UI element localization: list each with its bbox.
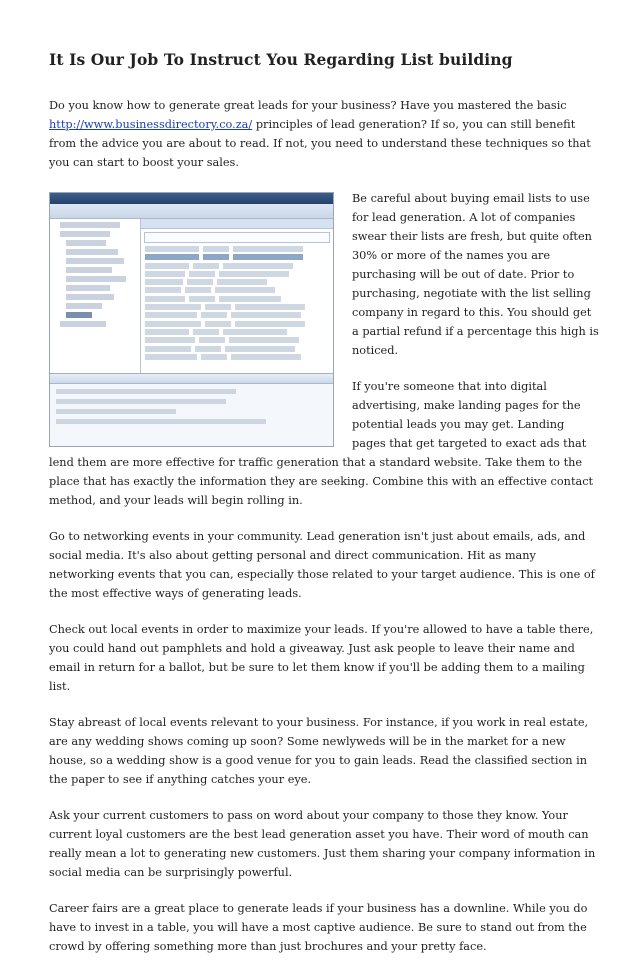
business-directory-link[interactable]: http://www.businessdirectory.co.za/	[49, 118, 253, 131]
image-detail-pane	[50, 373, 333, 446]
screenshot-image	[49, 192, 334, 447]
paragraph-stay-abreast: Stay abreast of local events relevant to your business. For instance, if you work in real estate, are any wedding shows coming up soon? Some newlyweds will be in the market for a new house, so a wedding show is a good venue for you to gain leads. Read the classified section in the paper to see if anything catches your eye.	[49, 716, 589, 786]
paragraph-career-fairs: Career fairs are a great place to generate leads if your business has a downline. While you do have to invest in a table, you will have a most captive audience. Be sure to stand out from the crowd by offering something more than just brochures and your pretty face.	[49, 902, 588, 953]
image-titlebar	[50, 193, 333, 204]
paragraph-email-lists: Be careful about buying email lists to use for lead generation. A lot of companies swear their lists are fresh, but quite often 30% or more of the names you are purchasing will be out of date. Prior to purchasing, negotiate with the list selling company in regard to this. You should get a partial refund if a percentage this high is noticed.	[352, 192, 599, 357]
paragraph-landing-pages: If you're someone that into digital advertising, make landing pages for the potential leads you may get. Landing pages that get targeted to exact ads that lend them are more effective for traffic generation that a standard website. Take them to the place that has exactly the information they are seeking. Combine this with an effective contact method, and your leads will begin rolling in.	[49, 380, 594, 507]
intro-text-before: Do you know how to generate great leads for your business? Have you mastered the basic	[49, 99, 567, 112]
paragraph-networking-events: Go to networking events in your community. Lead generation isn't just about emails, ads, and social media. It's also about getting personal and direct communication. Hit as many networking events that you can, especially those related to your target audience. This is one of the most effective ways of generating leads.	[49, 530, 595, 600]
intro-text-after: principles of lead generation? If so, you can still benefit from the advice you are about to read. If not, you need to understand these techniques so that you can start to boost your sales.	[49, 118, 591, 169]
document-page	[49, 50, 599, 973]
intro-paragraph	[49, 96, 599, 172]
paragraph-local-events: Check out local events in order to maximize your leads. If you're allowed to have a table there, you could hand out pamphlets and hold a giveaway. Just ask people to leave their name and email in return for a ballot, but be sure to let them know if you'll be adding them to a mailing list.	[49, 623, 594, 693]
page-title: It Is Our Job To Instruct You Regarding List building	[49, 50, 513, 69]
image-toolbar	[50, 204, 333, 219]
paragraph-current-customers: Ask your current customers to pass on word about your company to those they know. Your current loyal customers are the best lead generation asset you have. Their word of mouth can really mean a lot to generating new customers. Just them sharing your company information in social media can be surprisingly powerful.	[49, 809, 596, 879]
